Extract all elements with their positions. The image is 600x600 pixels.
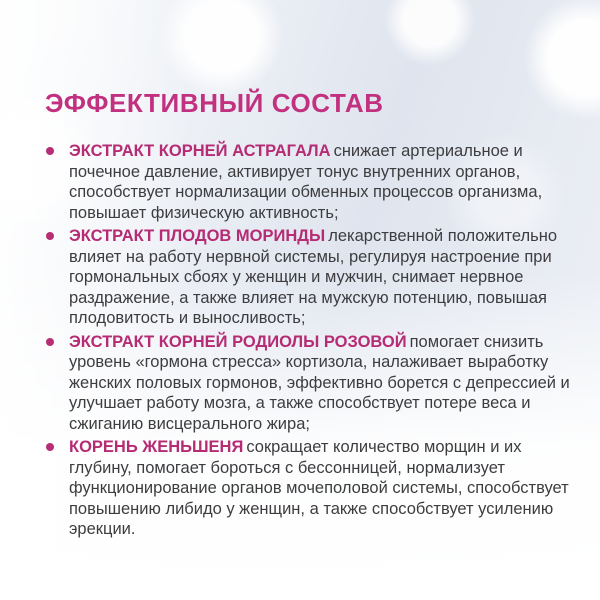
ingredient-description: снижает артериальное и почечное давление, активирует тонус внутренних органов, способствует нормализации обменных процессов организма, повышает физическую активность; [69,142,543,222]
ingredient-name: ЭКСТРАКТ КОРНЕЙ АСТРАГАЛА [69,142,331,160]
bullet-dot-icon [46,443,54,451]
ingredient-name: ЭКСТРАКТ КОРНЕЙ РОДИОЛЫ РОЗОВОЙ [69,332,407,351]
ingredient-name: ЭКСТРАКТ ПЛОДОВ МОРИНДЫ [69,227,326,245]
ingredient-description: лекарственной положительно влияет на работу нервной системы, регулируя настроение при гормональных сбоях у женщин и мужчин, снимает нервное раздражение, а также влияет на мужскую потенцию, повышая плодовитость и выносливость; [69,227,558,327]
ingredient-text [69,437,573,540]
ingredient-text [69,141,573,223]
ingredient-text [69,226,573,329]
bullet-dot-icon [46,147,54,155]
ingredient-description: помогает снизить уровень «гормона стресса» кортизола, налаживает выработку женских половых гормонов, эффективно борется с депрессией и улучшает работу мозга, а также способствует потере веса и сжиганию висцерального жира; [69,332,570,433]
bullet-dot-icon [46,338,54,346]
ingredient-text [69,332,573,435]
list-item [45,437,573,540]
ingredient-name: КОРЕНЬ ЖЕНЬШЕНЯ [69,438,244,456]
content-area [45,90,573,543]
list-item [45,226,573,329]
list-item [45,332,573,435]
page-title: ЭФФЕКТИВНЫЙ СОСТАВ [45,88,384,118]
ingredient-description: сокращает количество морщин и их глубину, помогает бороться с бессонницей, нормализует функционирование органов мочеполовой системы, способствует повышению либидо у женщин, а также способствует усилению эрекции. [69,438,569,538]
list-item [45,141,573,223]
bullet-dot-icon [46,232,54,240]
ingredient-list [45,141,573,540]
